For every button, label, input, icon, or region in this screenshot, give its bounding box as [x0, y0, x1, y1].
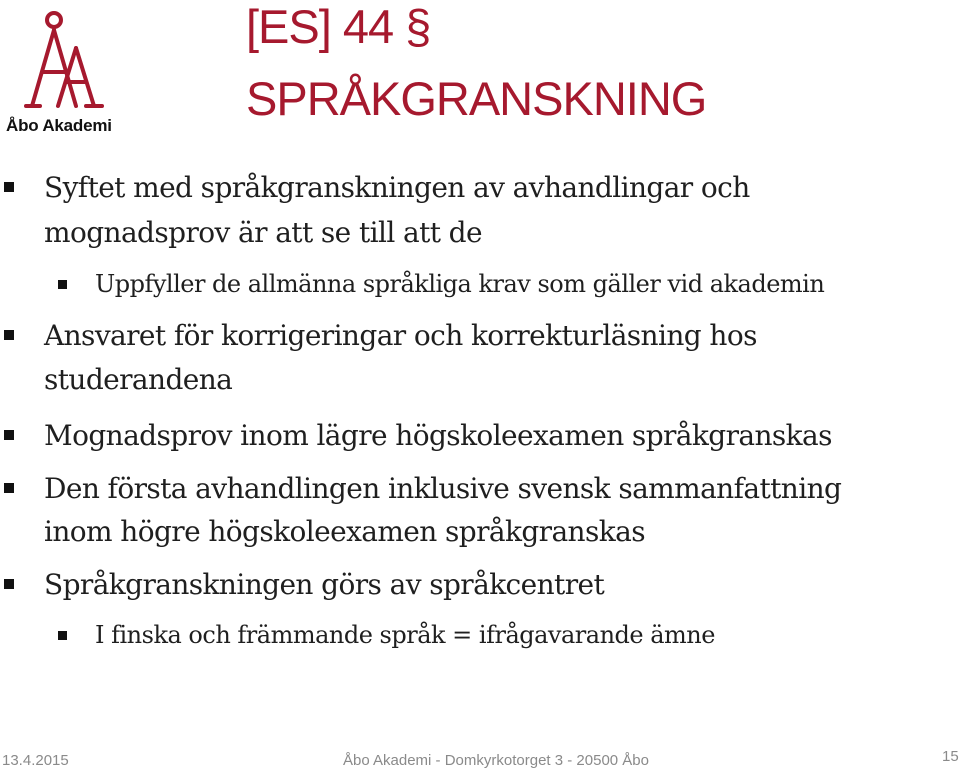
- title-line-2: SPRÅKGRANSKNING: [246, 72, 707, 125]
- bullet-5-line-1: Den första avhandlingen inklusive svensk sammanfattning: [44, 472, 842, 505]
- title-line-1: [ES] 44 §: [246, 0, 431, 53]
- bullet-4-line-1: Mognadsprov inom lägre högskoleexamen språkgranskas: [44, 419, 832, 452]
- bullet-marker: [4, 579, 14, 589]
- bullet-3-line-1: Ansvaret för korrigeringar och korrekturläsning hos: [44, 319, 757, 352]
- bullet-marker: [4, 430, 14, 440]
- bullet-marker: [4, 330, 14, 340]
- bullet-marker: [4, 182, 14, 192]
- bullet-5-line-2: inom högre högskoleexamen språkgranskas: [44, 515, 645, 548]
- bullet-1-line-1: Syftet med språkgranskningen av avhandlingar och: [44, 171, 750, 204]
- bullet-7-line-1: I finska och främmande språk = ifrågavarande ämne: [95, 621, 715, 649]
- sub-bullet-marker: [58, 280, 67, 289]
- logo-text: Åbo Akademi: [6, 116, 112, 135]
- page-number: 15: [942, 748, 959, 765]
- bullet-6-line-1: Språkgranskningen görs av språkcentret: [44, 568, 605, 601]
- bullet-3-line-2: studerandena: [44, 363, 233, 396]
- bullet-marker: [4, 483, 14, 493]
- footer-date: 13.4.2015: [2, 752, 69, 769]
- sub-bullet-marker: [58, 631, 67, 640]
- bullet-1-line-2: mognadsprov är att se till att de: [44, 216, 482, 249]
- bullet-2-line-1: Uppfyller de allmänna språkliga krav som gäller vid akademin: [95, 270, 825, 298]
- footer-address: Åbo Akademi - Domkyrkotorget 3 - 20500 Åbo: [343, 752, 649, 769]
